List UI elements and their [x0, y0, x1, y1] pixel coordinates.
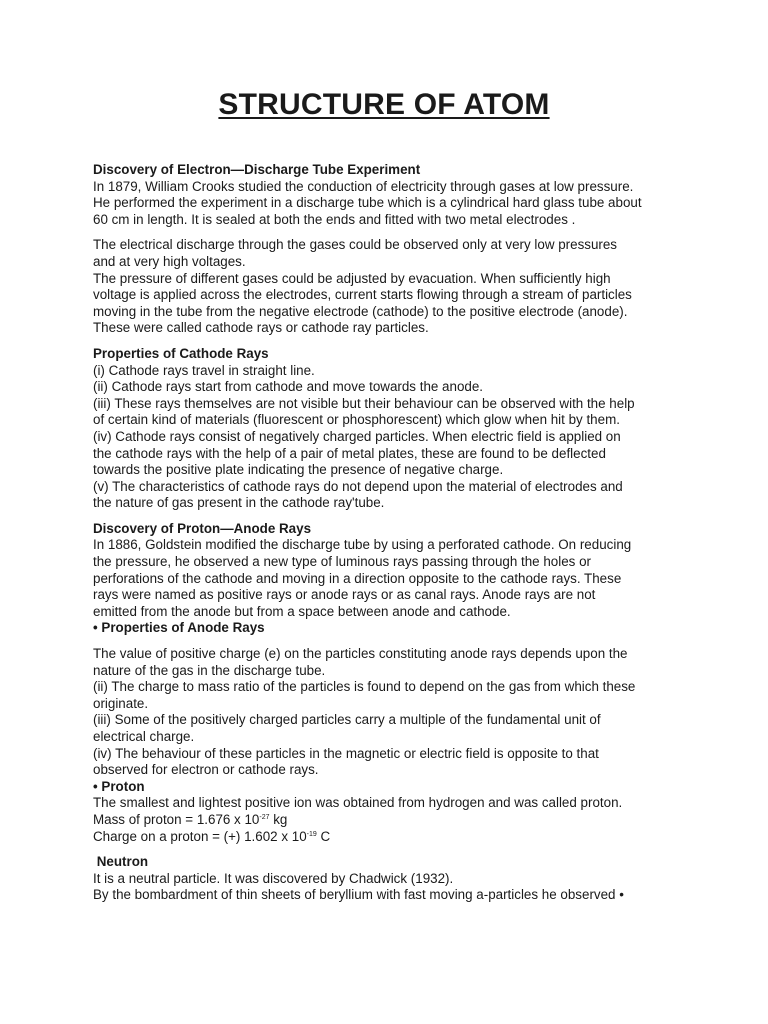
text-line: originate. — [93, 695, 149, 711]
text-line: emitted from the anode but from a space between anode and cathode. — [93, 603, 511, 619]
proton-mass-unit: kg — [269, 811, 288, 827]
text-line: In 1886, Goldstein modified the discharge tube by using a perforated cathode. On reducing — [93, 537, 632, 553]
section-heading: Properties of Cathode Rays — [93, 345, 269, 361]
text-line: (iii) These rays themselves are not visible but their behaviour can be observed with the help — [93, 395, 635, 411]
text-line: electrical charge. — [93, 729, 195, 744]
section-heading: Discovery of Electron—Discharge Tube Experiment — [93, 162, 421, 177]
text-line: (v) The characteristics of cathode rays do not depend upon the material of electrodes and — [93, 478, 623, 494]
text-line: The value of positive charge (e) on the particles constituting anode rays depends upon the — [93, 646, 628, 662]
section-anode-rays — [93, 646, 683, 779]
proton-mass-prefix: Mass of proton = 1.676 x 10 — [93, 811, 260, 827]
section-cathode-rays — [93, 346, 683, 512]
text-line: It is a neutral particle. It was discovered by Chadwick (1932). — [93, 870, 454, 886]
section-proton-discovery — [93, 521, 683, 637]
text-line: of certain kind of materials (fluorescent or phosphorescent) which glow when hit by them. — [93, 412, 620, 428]
proton-charge-unit: C — [316, 828, 331, 844]
text-line: the pressure, he observed a new type of luminous rays passing through the holes or — [93, 554, 591, 570]
proton-charge-exponent: -19 — [306, 830, 317, 838]
text-line: moving in the tube from the negative electrode (cathode) to the positive electrode (anode). — [93, 303, 628, 319]
text-line: The smallest and lightest positive ion was obtained from hydrogen and was called proton. — [93, 795, 623, 811]
text-line: perforations of the cathode and moving in a direction opposite to the cathode rays. These — [93, 570, 622, 586]
text-line: rays were named as positive rays or anode rays or as canal rays. Anode rays are not — [93, 587, 596, 603]
text-line: voltage is applied across the electrodes, current starts flowing through a stream of particles — [93, 287, 632, 303]
section-heading: • Proton — [93, 778, 145, 794]
text-line: By the bombardment of thin sheets of beryllium with fast moving a-particles he observed • — [93, 887, 624, 903]
text-line: the nature of gas present in the cathode ray'tube. — [93, 495, 385, 511]
page-title: STRUCTURE OF ATOM — [218, 88, 550, 121]
proton-mass — [93, 812, 683, 829]
proton-charge — [93, 829, 683, 846]
text-line: In 1879, William Crooks studied the conduction of electricity through gases at low pressure. — [93, 178, 634, 194]
section-electron — [93, 162, 683, 337]
text-line: nature of the gas in the discharge tube. — [93, 662, 326, 678]
text-line: towards the positive plate indicating the presence of negative charge. — [93, 462, 504, 478]
section-neutron — [93, 854, 683, 904]
proton-mass-exponent: -27 — [259, 813, 270, 821]
sub-heading: • Properties of Anode Rays — [93, 620, 265, 636]
text-line: the cathode rays with the help of a pair of metal plates, these are found to be deflected — [93, 445, 606, 461]
text-line: The pressure of different gases could be adjusted by evacuation. When sufficiently high — [93, 270, 611, 286]
proton-charge-prefix: Charge on a proton = (+) 1.602 x 10 — [93, 828, 307, 844]
section-proton — [93, 779, 683, 845]
text-line: (ii) The charge to mass ratio of the particles is found to depend on the gas from which these — [93, 679, 636, 695]
text-line: (iii) Some of the positively charged particles carry a multiple of the fundamental unit of — [93, 712, 601, 728]
text-line: and at very high voltages. — [93, 253, 246, 269]
text-line: 60 cm in length. It is sealed at both the ends and fitted with two metal electrodes . — [93, 211, 576, 227]
section-heading: Discovery of Proton—Anode Rays — [93, 520, 312, 536]
text-line: (i) Cathode rays travel in straight line. — [93, 362, 315, 378]
text-line: The electrical discharge through the gases could be observed only at very low pressures — [93, 237, 618, 253]
text-line: (iv) The behaviour of these particles in the magnetic or electric field is opposite to that — [93, 745, 599, 761]
text-line: (ii) Cathode rays start from cathode and move towards the anode. — [93, 379, 484, 395]
document-body — [93, 162, 683, 904]
text-line: (iv) Cathode rays consist of negatively charged particles. When electric field is applied on — [93, 428, 621, 444]
text-line: observed for electron or cathode rays. — [93, 762, 319, 778]
text-line: He performed the experiment in a discharge tube which is a cylindrical hard glass tube about — [93, 195, 642, 211]
text-line: These were called cathode rays or cathode ray particles. — [93, 320, 429, 336]
section-heading: Neutron — [93, 854, 149, 870]
